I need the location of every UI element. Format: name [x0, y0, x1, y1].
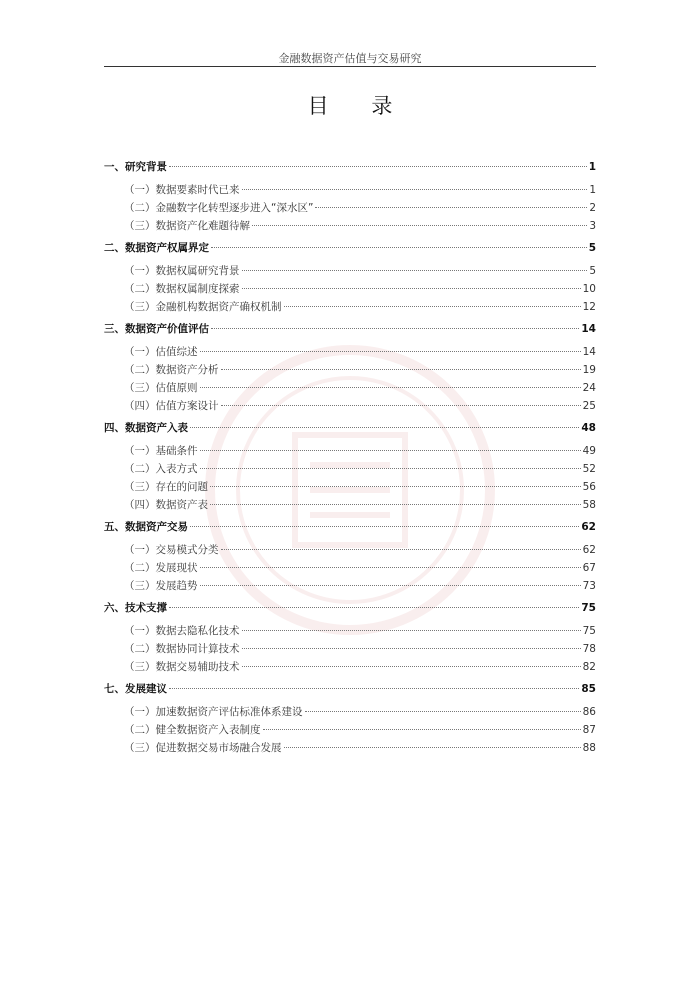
toc-section-label: （一）估值综述	[124, 346, 198, 358]
toc-section-page-number: 73	[582, 580, 596, 592]
toc-section-label: （二）数据资产分析	[124, 364, 219, 376]
toc-chapter[interactable]	[104, 419, 596, 437]
toc-chapter[interactable]	[104, 599, 596, 617]
dot-leader	[221, 369, 581, 370]
toc-section[interactable]	[104, 262, 596, 280]
toc-section[interactable]	[104, 658, 596, 676]
toc-chapter-label: 三、数据资产价值评估	[104, 323, 209, 335]
toc-section-page-number: 87	[582, 724, 596, 736]
toc-section-page-number: 25	[582, 400, 596, 412]
toc-section-label: （四）数据资产表	[124, 499, 208, 511]
toc-chapter-page-number: 1	[588, 161, 596, 173]
dot-leader	[242, 288, 581, 289]
toc-section-label: （一）数据要素时代已来	[124, 184, 240, 196]
toc-section[interactable]	[104, 622, 596, 640]
toc-section[interactable]	[104, 343, 596, 361]
toc-section-page-number: 1	[589, 184, 596, 196]
toc-section[interactable]	[104, 280, 596, 298]
toc-section-page-number: 3	[589, 220, 596, 232]
toc-chapter[interactable]	[104, 239, 596, 257]
dot-leader	[200, 567, 581, 568]
toc-section-label: （二）发展现状	[124, 562, 198, 574]
dot-leader	[200, 585, 581, 586]
toc-section-label: （一）数据去隐私化技术	[124, 625, 240, 637]
toc-chapter-label: 七、发展建议	[104, 683, 167, 695]
toc-chapter-label: 四、数据资产入表	[104, 422, 188, 434]
toc-section-page-number: 52	[582, 463, 596, 475]
toc-chapter-page-number: 14	[581, 323, 596, 335]
toc-section[interactable]	[104, 181, 596, 199]
dot-leader	[200, 468, 581, 469]
toc-section-page-number: 14	[582, 346, 596, 358]
table-of-contents	[104, 158, 596, 757]
toc-section[interactable]	[104, 217, 596, 235]
toc-section-page-number: 58	[582, 499, 596, 511]
toc-section-page-number: 78	[582, 643, 596, 655]
dot-leader	[242, 666, 581, 667]
toc-section[interactable]	[104, 559, 596, 577]
toc-chapter[interactable]	[104, 518, 596, 536]
toc-section-label: （三）数据资产化难题待解	[124, 220, 250, 232]
dot-leader	[284, 306, 581, 307]
toc-section-label: （三）金融机构数据资产确权机制	[124, 301, 282, 313]
toc-section-page-number: 2	[589, 202, 596, 214]
toc-section-page-number: 19	[582, 364, 596, 376]
dot-leader	[190, 427, 579, 428]
toc-section-page-number: 49	[582, 445, 596, 457]
toc-section-label: （一）交易模式分类	[124, 544, 219, 556]
toc-section-label: （二）数据权属制度探索	[124, 283, 240, 295]
dot-leader	[242, 648, 581, 649]
toc-section-page-number: 86	[582, 706, 596, 718]
dot-leader	[242, 630, 581, 631]
toc-section-page-number: 82	[582, 661, 596, 673]
toc-section-page-number: 67	[582, 562, 596, 574]
toc-section-page-number: 75	[582, 625, 596, 637]
toc-chapter-label: 二、数据资产权属界定	[104, 242, 209, 254]
toc-section[interactable]	[104, 442, 596, 460]
toc-section-label: （二）健全数据资产入表制度	[124, 724, 261, 736]
toc-section[interactable]	[104, 361, 596, 379]
dot-leader	[315, 207, 587, 208]
toc-chapter[interactable]	[104, 680, 596, 698]
toc-section-label: （三）发展趋势	[124, 580, 198, 592]
toc-section-label: （一）加速数据资产评估标准体系建设	[124, 706, 303, 718]
dot-leader	[305, 711, 581, 712]
toc-section[interactable]	[104, 721, 596, 739]
dot-leader	[211, 328, 579, 329]
toc-chapter-page-number: 48	[581, 422, 596, 434]
dot-leader	[221, 405, 581, 406]
toc-section[interactable]	[104, 397, 596, 415]
toc-chapter[interactable]	[104, 158, 596, 176]
toc-section[interactable]	[104, 478, 596, 496]
running-header: 金融数据资产估值与交易研究	[278, 52, 422, 65]
toc-section-page-number: 88	[582, 742, 596, 754]
toc-section-label: （二）金融数字化转型逐步进入“深水区”	[124, 202, 314, 214]
toc-section[interactable]	[104, 379, 596, 397]
toc-section[interactable]	[104, 577, 596, 595]
dot-leader	[221, 549, 581, 550]
toc-section-label: （一）基础条件	[124, 445, 198, 457]
dot-leader	[210, 504, 581, 505]
toc-section[interactable]	[104, 541, 596, 559]
dot-leader	[263, 729, 581, 730]
toc-section-label: （三）促进数据交易市场融合发展	[124, 742, 282, 754]
toc-title: 目 录	[307, 94, 411, 118]
toc-chapter[interactable]	[104, 320, 596, 338]
dot-leader	[242, 270, 588, 271]
toc-section[interactable]	[104, 199, 596, 217]
toc-section-label: （二）数据协同计算技术	[124, 643, 240, 655]
toc-section-label: （四）估值方案设计	[124, 400, 219, 412]
toc-section[interactable]	[104, 739, 596, 757]
toc-section-label: （三）估值原则	[124, 382, 198, 394]
toc-section-page-number: 5	[589, 265, 596, 277]
toc-section[interactable]	[104, 703, 596, 721]
toc-section[interactable]	[104, 298, 596, 316]
dot-leader	[242, 189, 588, 190]
toc-section[interactable]	[104, 496, 596, 514]
toc-section-label: （一）数据权属研究背景	[124, 265, 240, 277]
dot-leader	[200, 351, 581, 352]
dot-leader	[252, 225, 587, 226]
dot-leader	[169, 166, 587, 167]
toc-section-page-number: 12	[582, 301, 596, 313]
header-rule	[104, 66, 596, 67]
toc-section-page-number: 10	[582, 283, 596, 295]
toc-section-page-number: 24	[582, 382, 596, 394]
toc-section-label: （三）数据交易辅助技术	[124, 661, 240, 673]
toc-chapter-page-number: 5	[588, 242, 596, 254]
dot-leader	[190, 526, 579, 527]
toc-section-page-number: 56	[582, 481, 596, 493]
dot-leader	[200, 450, 581, 451]
toc-section[interactable]	[104, 640, 596, 658]
dot-leader	[169, 607, 579, 608]
dot-leader	[169, 688, 579, 689]
toc-chapter-label: 一、研究背景	[104, 161, 167, 173]
toc-chapter-page-number: 62	[581, 521, 596, 533]
toc-chapter-label: 六、技术支撑	[104, 602, 167, 614]
dot-leader	[210, 486, 581, 487]
toc-section[interactable]	[104, 460, 596, 478]
dot-leader	[284, 747, 581, 748]
dot-leader	[200, 387, 581, 388]
toc-chapter-page-number: 85	[581, 683, 596, 695]
toc-chapter-page-number: 75	[581, 602, 596, 614]
toc-section-label: （二）入表方式	[124, 463, 198, 475]
dot-leader	[211, 247, 587, 248]
toc-section-label: （三）存在的问题	[124, 481, 208, 493]
toc-chapter-label: 五、数据资产交易	[104, 521, 188, 533]
toc-section-page-number: 62	[582, 544, 596, 556]
